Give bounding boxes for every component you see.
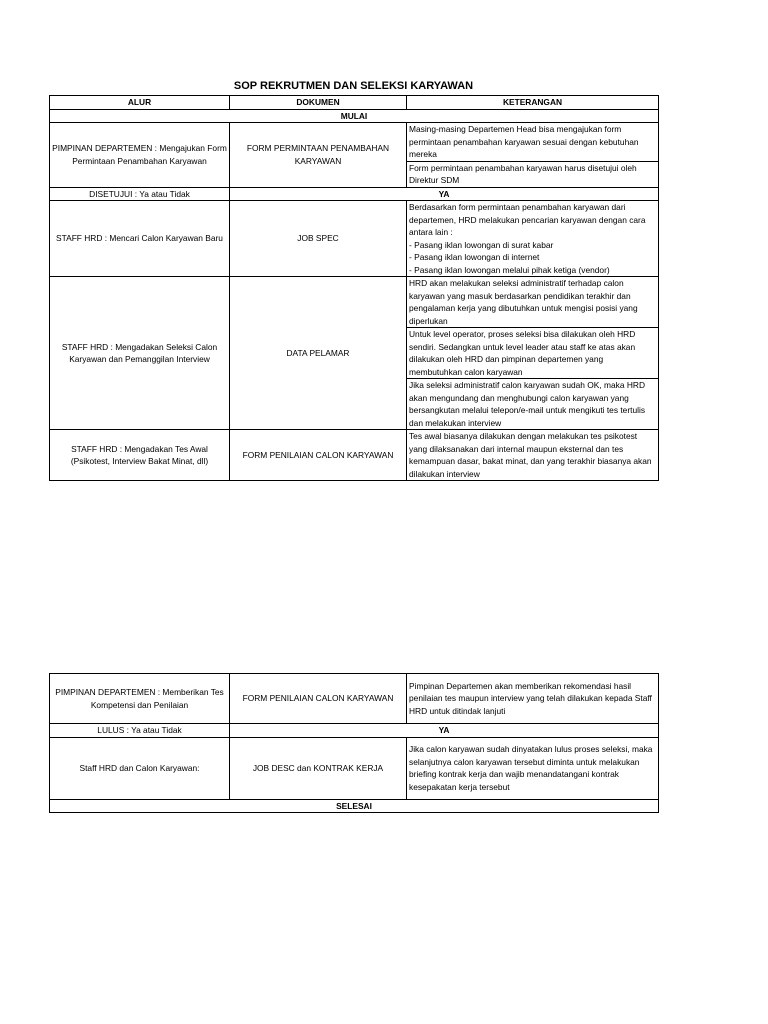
header-dokumen: DOKUMEN (230, 96, 407, 110)
document-title: SOP REKRUTMEN DAN SELEKSI KARYAWAN (233, 80, 474, 92)
table-row (50, 277, 659, 328)
header-keterangan: KETERANGAN (407, 96, 659, 110)
table-row (50, 123, 659, 162)
sop-table-part-2 (49, 673, 659, 813)
lulus-row (50, 724, 659, 738)
table-row (50, 737, 659, 799)
dokumen-cell: FORM PERMINTAAN PENAMBAHAN KARYAWAN (230, 123, 407, 188)
keterangan-cell: Untuk level operator, proses seleksi bisa dilakukan oleh HRD sendiri. Sedangkan untuk level leader atau staff ke atas akan dilakukan oleh HRD dan pimpinan departemen yang membutuhkan calon karyawan (407, 328, 659, 379)
mulai-label: MULAI (50, 109, 659, 123)
dokumen-cell: FORM PENILAIAN CALON KARYAWAN (230, 674, 407, 724)
disetujui-label: DISETUJUI : Ya atau Tidak (50, 187, 230, 201)
disetujui-value: YA (230, 187, 659, 201)
alur-cell: STAFF HRD : Mengadakan Tes Awal (Psikotest, Interview Bakat Minat, dll) (50, 430, 230, 481)
alur-cell: PIMPINAN DEPARTEMEN : Mengajukan Form Permintaan Penambahan Karyawan (50, 123, 230, 188)
keterangan-cell: Masing-masing Departemen Head bisa mengajukan form permintaan penambahan karyawan sesuai dengan kebutuhan mereka (407, 123, 659, 162)
table-row (50, 201, 659, 277)
keterangan-cell: Pimpinan Departemen akan memberikan rekomendasi hasil penilaian tes maupun interview yang telah dilakukan kepada Staff HRD untuk ditindak lanjuti (407, 674, 659, 724)
selesai-label: SELESAI (50, 799, 659, 813)
alur-cell: Staff HRD dan Calon Karyawan: (50, 737, 230, 799)
alur-cell: PIMPINAN DEPARTEMEN : Memberikan Tes Kompetensi dan Penilaian (50, 674, 230, 724)
table-row (50, 674, 659, 724)
dokumen-cell: JOB SPEC (230, 201, 407, 277)
keterangan-cell: HRD akan melakukan seleksi administratif terhadap calon karyawan yang masuk berdasarkan pendidikan terakhir dan pengalaman kerja yang dibutuhkan untuk mengisi posisi yang diperlukan (407, 277, 659, 328)
keterangan-cell: Tes awal biasanya dilakukan dengan melakukan tes psikotest yang dilaksanakan dari internal maupun eksternal dan tes kemampuan dasar, bakat minat, dan yang terakhir biasanya akan dilakukan interview (407, 430, 659, 481)
list-item: - Pasang iklan lowongan melalui pihak ketiga (vendor) (409, 264, 610, 275)
dokumen-cell: DATA PELAMAR (230, 277, 407, 430)
dokumen-cell: FORM PENILAIAN CALON KARYAWAN (230, 430, 407, 481)
keterangan-cell (407, 201, 659, 277)
list-item: - Pasang iklan lowongan di surat kabar (409, 239, 554, 250)
mulai-row (50, 109, 659, 123)
disetujui-row (50, 187, 659, 201)
alur-cell: STAFF HRD : Mengadakan Seleksi Calon Karyawan dan Pemanggilan Interview (50, 277, 230, 430)
lulus-label: LULUS : Ya atau Tidak (50, 724, 230, 738)
header-alur: ALUR (50, 96, 230, 110)
alur-cell: STAFF HRD : Mencari Calon Karyawan Baru (50, 201, 230, 277)
dokumen-cell: JOB DESC dan KONTRAK KERJA (230, 737, 407, 799)
keterangan-cell: Jika calon karyawan sudah dinyatakan lulus proses seleksi, maka selanjutnya calon karyawan tersebut diminta untuk melakukan briefing kontrak kerja dan wajib menandatangani kontrak kesepakatan kerja tersebut (407, 737, 659, 799)
selesai-row (50, 799, 659, 813)
table-row (50, 430, 659, 481)
lulus-value: YA (230, 724, 659, 738)
sop-table-part-1 (49, 95, 659, 481)
keterangan-cell: Jika seleksi administratif calon karyawan sudah OK, maka HRD akan mengundang dan menghubungi calon karyawan yang bersangkutan melalui telepon/e-mail untuk mengikuti tes tertulis dan melakukan interview (407, 379, 659, 430)
header-row (50, 96, 659, 110)
keterangan-intro: Berdasarkan form permintaan penambahan karyawan dari departemen, HRD melakukan pencarian karyawan dengan cara antara lain : (409, 202, 646, 237)
keterangan-cell: Form permintaan penambahan karyawan harus disetujui oleh Direktur SDM (407, 161, 659, 187)
list-item: - Pasang iklan lowongan di internet (409, 252, 540, 262)
